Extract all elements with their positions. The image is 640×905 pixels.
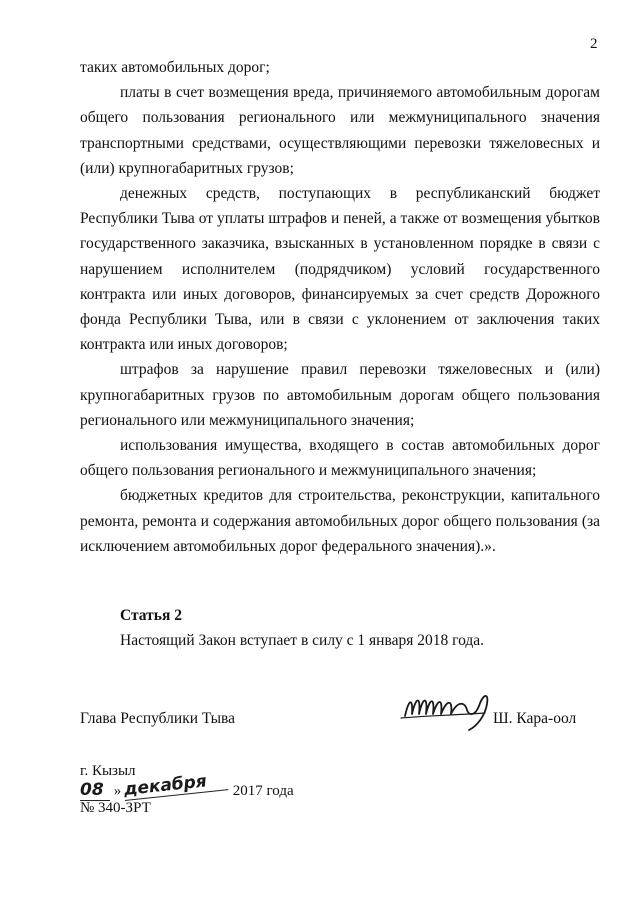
paragraph-budget-credits: бюджетных кредитов для строительства, реконструкции, капитального ремонта, ремонта и содержания автомобильных дорог общего пользования (за исключением автомобильных дорог федерального значения).».: [80, 487, 600, 555]
paragraph-funds-received: денежных средств, поступающих в республиканский бюджет Республики Тыва от уплаты штрафов и пеней, а также от возмещения убытков государственного заказчика, взысканных в установленном порядке в связи с нарушением исполнителем (подрядчиком) условий государственного контракта или иных договоров, финансируемых за счет средств Дорожного фонда Республики Тыва, или в связи с уклонением от заключения таких контракта или иных договоров;: [80, 185, 600, 354]
handwritten-signature: [395, 686, 495, 732]
article-title: Статья 2: [120, 607, 182, 624]
date-quote: »: [113, 783, 122, 799]
article-text: Настоящий Закон вступает в силу с 1 января 2018 года.: [120, 632, 485, 649]
place: г. Кызыл: [80, 763, 136, 779]
law-number: № 340-ЗРТ: [80, 800, 151, 816]
signatory-title: Глава Республики Тыва: [80, 710, 236, 727]
signatory-name: Ш. Кара-оол: [493, 710, 577, 727]
date-year: 2017 года: [232, 783, 294, 799]
paragraph-property-use: использования имущества, входящего в состав автомобильных дорог общего пользования регионального и межмуниципального значения;: [80, 437, 600, 480]
paragraph-damage-compensation: платы в счет возмещения вреда, причиняемого автомобильным дорогам общего пользования регионального или межмуниципального значения транспортными средствами, осуществляющими перевозки тяжеловесных и (или) крупногабаритных грузов;: [80, 84, 600, 177]
date-month: декабря: [123, 769, 229, 801]
paragraph-fines: штрафов за нарушение правил перевозки тяжеловесных и (или) крупногабаритных грузов по автомобильным дорогам общего пользования регионального или межмуниципального значения;: [80, 361, 600, 429]
page-number: 2: [590, 36, 598, 52]
body-text: [80, 55, 600, 559]
paragraph-continuation: таких автомобильных дорог;: [80, 59, 270, 76]
date-day: 08: [80, 780, 110, 801]
